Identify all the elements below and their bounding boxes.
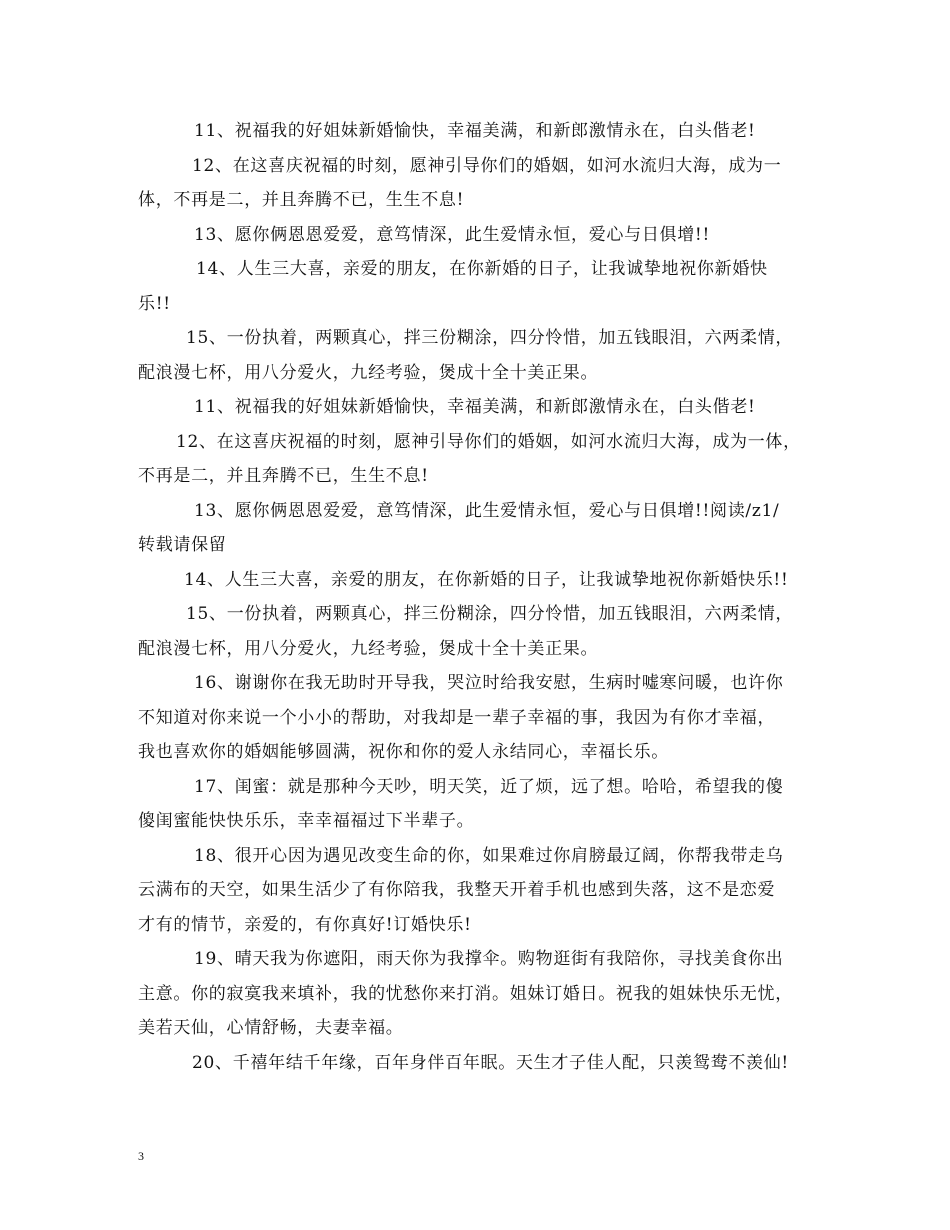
paragraph-line-first: 19、晴天我为你遮阳，雨天你为我撑伞。购物逛街有我陪你，寻找美食你出	[194, 949, 784, 969]
paragraph-line-first: 13、愿你俩恩恩爱爱，意笃情深，此生爱情永恒，爱心与日俱增!!阅读/z1/	[194, 500, 780, 521]
paragraph-line-first: 13、愿你俩恩恩爱爱，意笃情深，此生爱情永恒，爱心与日俱增!!	[194, 224, 710, 245]
paragraph-line: 主意。你的寂寞我来填补，我的忧愁你来打消。姐妹订婚日。祝我的姐妹快乐无忧，	[138, 983, 793, 1004]
paragraph-line: 美若天仙，心情舒畅，夫妻幸福。	[138, 1018, 404, 1038]
paragraph-line: 体，不再是二，并且奔腾不已，生生不息!	[138, 190, 465, 210]
paragraph-line-first: 14、人生三大喜，亲爱的朋友，在你新婚的日子，让我诚挚地祝你新婚快乐!!	[184, 569, 789, 590]
paragraph-line-first: 12、在这喜庆祝福的时刻，愿神引导你们的婚姻，如河水流归大海，成为一体，	[176, 431, 801, 452]
paragraph-line: 转载请保留	[138, 535, 227, 555]
paragraph-line: 云满布的天空，如果生活少了有你陪我，我整天开着手机也感到失落，这不是恋爱	[138, 880, 776, 900]
paragraph-line-first: 15、一份执着，两颗真心，拌三份糊涂，四分怜惜，加五钱眼泪，六两柔情，	[186, 604, 794, 624]
paragraph-line-first: 18、很开心因为遇见改变生命的你，如果难过你肩膀最辽阔，你帮我带走乌	[194, 845, 784, 866]
paragraph-line: 配浪漫七杯，用八分爱火，九经考验，煲成十全十美正果。	[138, 362, 599, 383]
paragraph-line-first: 15、一份执着，两颗真心，拌三份糊涂，四分怜惜，加五钱眼泪，六两柔情，	[186, 328, 794, 348]
paragraph-line-first: 17、闺蜜：就是那种今天吵，明天笑，近了烦，远了想。哈哈，希望我的傻	[194, 776, 784, 797]
paragraph-line: 才有的情节，亲爱的，有你真好!订婚快乐!	[138, 914, 472, 935]
paragraph-line-first: 11、祝福我的好姐妹新婚愉快，幸福美满，和新郎激情永在，白头偕老!	[194, 121, 756, 141]
paragraph-line-first: 11、祝福我的好姐妹新婚愉快，幸福美满，和新郎激情永在，白头偕老!	[194, 397, 756, 417]
paragraph-line: 我也喜欢你的婚姻能够圆满，祝你和你的爱人永结同心，幸福长乐。	[138, 742, 669, 762]
document-body	[138, 114, 828, 1080]
paragraph-line-first: 12、在这喜庆祝福的时刻，愿神引导你们的婚姻，如河水流归大海，成为一	[192, 155, 782, 176]
paragraph-line-first: 20、千禧年结千年缘，百年身伴百年眠。天生才子佳人配，只羡鸳鸯不羡仙!	[192, 1052, 789, 1073]
paragraph-line: 不知道对你来说一个小小的帮助，对我却是一辈子幸福的事，我因为有你才幸福，	[138, 707, 776, 728]
paragraph-line-first: 14、人生三大喜，亲爱的朋友，在你新婚的日子，让我诚挚地祝你新婚快	[196, 259, 768, 279]
paragraph-line: 不再是二，并且奔腾不已，生生不息!	[138, 466, 429, 486]
page-number: 3	[138, 1149, 144, 1163]
paragraph-line: 傻闺蜜能快快乐乐，幸幸福福过下半辈子。	[138, 811, 475, 831]
paragraph-line: 配浪漫七杯，用八分爱火，九经考验，煲成十全十美正果。	[138, 638, 599, 659]
paragraph-line-first: 16、谢谢你在我无助时开导我，哭泣时给我安慰，生病时嘘寒问暖，也许你	[194, 673, 784, 693]
paragraph-line: 乐!!	[138, 293, 171, 314]
